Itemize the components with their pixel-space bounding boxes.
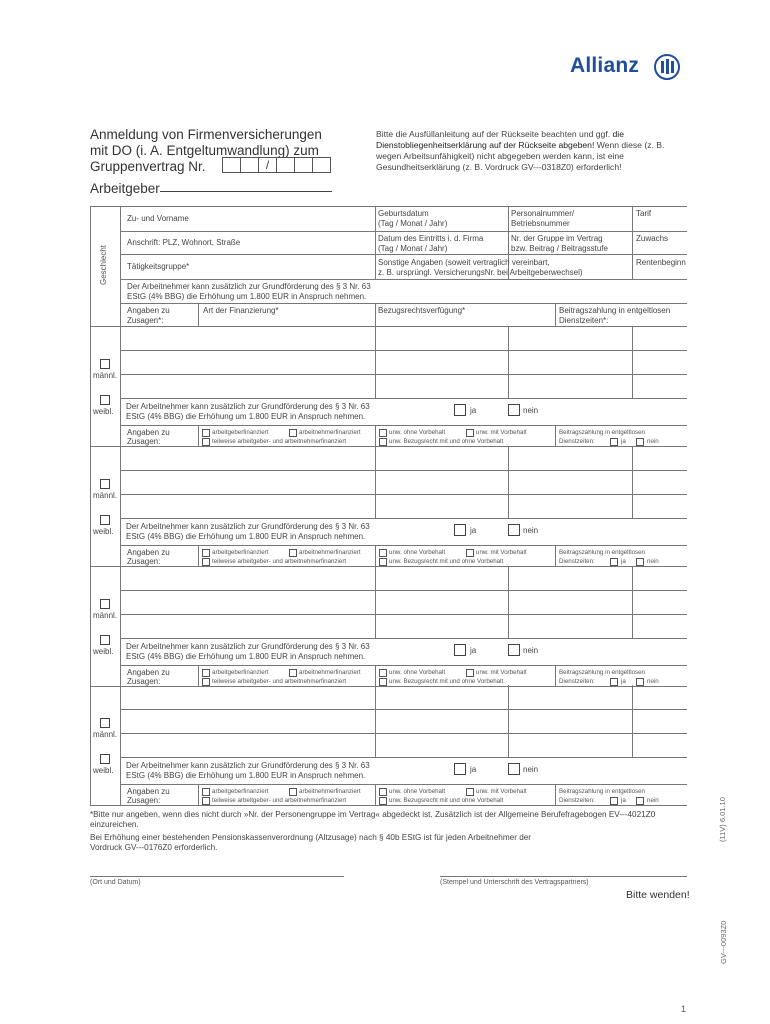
birth-date-header: Geburtsdatum (Tag / Monat / Jahr) bbox=[378, 209, 448, 228]
ben-with-checkbox[interactable] bbox=[466, 549, 474, 557]
contrib-service-label: Dienstzeiten: bbox=[559, 797, 595, 804]
page-number: 1 bbox=[681, 1004, 687, 1014]
male-label: männl. bbox=[93, 730, 118, 739]
claim-yes-label: ja bbox=[470, 765, 477, 774]
rule bbox=[90, 805, 687, 806]
commitments-label-1: Angaben zu bbox=[127, 428, 170, 437]
rule bbox=[90, 566, 91, 686]
fin-partial-label: teilweise arbeitgeber- und arbeitnehmerfinanziert bbox=[212, 678, 347, 685]
rule bbox=[120, 425, 687, 426]
fin-employer-checkbox[interactable] bbox=[202, 669, 210, 677]
place-date-label: (Ort und Datum) bbox=[90, 879, 141, 886]
claim-text-line2: EStG (4% BBG) die Erhöhung um 1.800 EUR in Anspruch nehmen. bbox=[126, 412, 366, 421]
title-line-1: Anmeldung von Firmenversicherungen bbox=[90, 127, 322, 142]
ben-both-label: unw. Bezugsrecht mit und ohne Vorbehalt bbox=[389, 678, 504, 685]
rule bbox=[375, 326, 376, 398]
rule bbox=[90, 326, 91, 446]
contrib-no-checkbox[interactable] bbox=[636, 678, 644, 686]
contrib-title: Beitragszahlung in entgeltlosen bbox=[559, 669, 645, 676]
contrib-yes-label: ja bbox=[621, 797, 626, 804]
rule bbox=[120, 350, 687, 351]
contrib-service-label: Dienstzeiten: bbox=[559, 558, 595, 565]
fin-employee-checkbox[interactable] bbox=[289, 788, 297, 796]
fin-employee-label: arbeitnehmerfinanziert bbox=[299, 429, 361, 436]
rule bbox=[375, 206, 376, 279]
fin-employee-checkbox[interactable] bbox=[289, 429, 297, 437]
fin-employer-label: arbeitgeberfinanziert bbox=[212, 549, 269, 556]
commitments-label-2: Zusagen: bbox=[127, 677, 161, 686]
claim-no-label: nein bbox=[523, 406, 539, 415]
rule bbox=[120, 545, 687, 546]
rule bbox=[632, 566, 633, 638]
commitments-label-1: Angaben zu bbox=[127, 668, 170, 677]
rule bbox=[555, 545, 556, 566]
fin-employer-label: arbeitgeberfinanziert bbox=[212, 788, 269, 795]
male-checkbox[interactable] bbox=[100, 599, 110, 609]
allianz-eagle-icon bbox=[654, 54, 680, 80]
claim-text-line2: EStG (4% BBG) die Erhöhung um 1.800 EUR in Anspruch nehmen. bbox=[126, 652, 366, 661]
ben-both-label: unw. Bezugsrecht mit und ohne Vorbehalt bbox=[389, 558, 504, 565]
rule bbox=[120, 733, 687, 734]
ben-without-checkbox[interactable] bbox=[379, 429, 387, 437]
side-code-1: (11V) 6.01.10 bbox=[718, 797, 727, 842]
altzusage-note: Bei Erhöhung einer bestehenden Pensionskassenverordnung (Altzusage) nach § 40b EStG ist für jeden Arbeitnehmer der Vordruck GV---0176Z0 erforderlich. bbox=[90, 833, 532, 852]
rule bbox=[120, 638, 687, 639]
employer-label: Arbeitgeber bbox=[90, 181, 160, 196]
fin-partial-checkbox[interactable] bbox=[202, 438, 210, 446]
rule bbox=[90, 206, 687, 207]
ben-with-label: unw. mit Vorbehalt bbox=[476, 669, 527, 676]
claim-yes-label: ja bbox=[470, 526, 477, 535]
employer-field[interactable] bbox=[160, 191, 332, 192]
ben-both-checkbox[interactable] bbox=[379, 438, 387, 446]
female-label: weibl. bbox=[93, 647, 114, 656]
commitments-label-1: Angaben zu bbox=[127, 548, 170, 557]
female-label: weibl. bbox=[93, 766, 114, 775]
ben-both-checkbox[interactable] bbox=[379, 558, 387, 566]
rule bbox=[120, 665, 687, 666]
commitments-label-2: Zusagen: bbox=[127, 437, 161, 446]
rule bbox=[90, 206, 91, 326]
stamp-signature-label: (Stempel und Unterschrift des Vertragspartners) bbox=[440, 879, 589, 886]
rule bbox=[90, 326, 687, 327]
contrib-yes-checkbox[interactable] bbox=[610, 678, 618, 686]
contrib-no-checkbox[interactable] bbox=[636, 558, 644, 566]
rule bbox=[375, 784, 376, 805]
rule bbox=[120, 470, 687, 471]
contrib-no-checkbox[interactable] bbox=[636, 797, 644, 805]
title-line-3: Gruppenvertrag Nr. bbox=[90, 159, 206, 174]
fin-employee-checkbox[interactable] bbox=[289, 549, 297, 557]
fin-partial-label: teilweise arbeitgeber- und arbeitnehmerfinanziert bbox=[212, 558, 347, 565]
rule bbox=[375, 545, 376, 566]
contrib-yes-label: ja bbox=[621, 438, 626, 445]
rule bbox=[198, 425, 199, 446]
rule bbox=[508, 326, 509, 398]
rule bbox=[120, 784, 687, 785]
fin-employer-label: arbeitgeberfinanziert bbox=[212, 429, 269, 436]
rule bbox=[508, 566, 509, 638]
male-label: männl. bbox=[93, 491, 118, 500]
contrib-yes-label: ja bbox=[621, 678, 626, 685]
instructions bbox=[376, 129, 666, 173]
rule bbox=[120, 709, 687, 710]
ben-with-checkbox[interactable] bbox=[466, 669, 474, 677]
ben-both-label: unw. Bezugsrecht mit und ohne Vorbehalt bbox=[389, 797, 504, 804]
ben-with-label: unw. mit Vorbehalt bbox=[476, 429, 527, 436]
female-label: weibl. bbox=[93, 407, 114, 416]
male-label: männl. bbox=[93, 611, 118, 620]
ben-with-checkbox[interactable] bbox=[466, 788, 474, 796]
claim-yes-checkbox[interactable] bbox=[454, 524, 466, 536]
claim-yes-label: ja bbox=[470, 646, 477, 655]
claim-text-line1: Der Arbeitnehmer kann zusätzlich zur Grundförderung des § 3 Nr. 63 bbox=[126, 642, 370, 651]
claim-yes-checkbox[interactable] bbox=[454, 763, 466, 775]
contrib-no-label: nein bbox=[647, 558, 659, 565]
contrib-title: Beitragszahlung in entgeltlosen bbox=[559, 788, 645, 795]
ben-with-checkbox[interactable] bbox=[466, 429, 474, 437]
ben-without-checkbox[interactable] bbox=[379, 788, 387, 796]
claim-text-line1: Der Arbeitnehmer kann zusätzlich zur Grundförderung des § 3 Nr. 63 bbox=[126, 402, 370, 411]
claim-header: Der Arbeitnehmer kann zusätzlich zur Grundförderung des § 3 Nr. 63 EStG (4% BBG) die Erhöhung um 1.800 EUR in Anspruch nehmen. bbox=[127, 282, 371, 301]
rule bbox=[120, 279, 687, 280]
rule bbox=[508, 446, 509, 518]
contrib-title: Beitragszahlung in entgeltlosen bbox=[559, 549, 645, 556]
stamp-signature-field[interactable] bbox=[440, 876, 687, 877]
rule bbox=[90, 685, 91, 805]
claim-no-label: nein bbox=[523, 765, 539, 774]
rule bbox=[120, 398, 687, 399]
beneficiary-header: Bezugsrechtsverfügung* bbox=[378, 306, 466, 315]
rule bbox=[120, 685, 121, 805]
claim-no-checkbox[interactable] bbox=[508, 644, 520, 656]
contrib-no-checkbox[interactable] bbox=[636, 438, 644, 446]
rule bbox=[120, 446, 121, 566]
claim-text-line2: EStG (4% BBG) die Erhöhung um 1.800 EUR in Anspruch nehmen. bbox=[126, 771, 366, 780]
rule bbox=[375, 446, 376, 518]
male-label: männl. bbox=[93, 371, 118, 380]
rule bbox=[90, 446, 91, 566]
ben-without-checkbox[interactable] bbox=[379, 669, 387, 677]
fin-employee-label: arbeitnehmerfinanziert bbox=[299, 669, 361, 676]
contrib-title: Beitragszahlung in entgeltlosen bbox=[559, 429, 645, 436]
male-checkbox[interactable] bbox=[100, 718, 110, 728]
ben-with-label: unw. mit Vorbehalt bbox=[476, 788, 527, 795]
claim-no-label: nein bbox=[523, 646, 539, 655]
entry-date-header: Datum des Eintritts i. d. Firma (Tag / Monat / Jahr) bbox=[378, 234, 484, 253]
contrib-yes-checkbox[interactable] bbox=[610, 558, 618, 566]
contribution-header: Beitragszahlung in entgeltlosen Dienstzeiten*: bbox=[559, 306, 671, 325]
rule bbox=[555, 784, 556, 805]
female-checkbox[interactable] bbox=[100, 395, 110, 405]
place-date-field[interactable] bbox=[90, 876, 344, 877]
fin-partial-checkbox[interactable] bbox=[202, 558, 210, 566]
claim-text-line1: Der Arbeitnehmer kann zusätzlich zur Grundförderung des § 3 Nr. 63 bbox=[126, 761, 370, 770]
rule bbox=[632, 685, 633, 757]
contrib-no-label: nein bbox=[647, 797, 659, 804]
rule bbox=[120, 303, 687, 304]
rule bbox=[120, 494, 687, 495]
female-checkbox[interactable] bbox=[100, 635, 110, 645]
contrib-service-label: Dienstzeiten: bbox=[559, 678, 595, 685]
rule bbox=[375, 425, 376, 446]
rule bbox=[632, 326, 633, 398]
turn-over-note: Bitte wenden! bbox=[626, 889, 690, 901]
rule bbox=[120, 566, 121, 686]
female-label: weibl. bbox=[93, 527, 114, 536]
rule bbox=[632, 446, 633, 518]
gender-label: Geschlecht bbox=[99, 244, 108, 285]
instructions-pre: Bitte die Ausfüllanleitung auf der Rückseite beachten und ggf. bbox=[376, 129, 611, 139]
rule bbox=[375, 665, 376, 686]
fin-employer-label: arbeitgeberfinanziert bbox=[212, 669, 269, 676]
claim-no-checkbox[interactable] bbox=[508, 763, 520, 775]
male-checkbox[interactable] bbox=[100, 359, 110, 369]
rule bbox=[90, 566, 687, 567]
activity-group-header: Tätigkeitsgruppe* bbox=[127, 262, 190, 271]
commitments-header: Angaben zu Zusagen*: bbox=[127, 306, 170, 325]
rule bbox=[198, 784, 199, 805]
commitments-label-2: Zusagen: bbox=[127, 796, 161, 805]
ben-with-label: unw. mit Vorbehalt bbox=[476, 549, 527, 556]
rule bbox=[120, 326, 121, 446]
claim-no-checkbox[interactable] bbox=[508, 524, 520, 536]
rule bbox=[120, 374, 687, 375]
rule bbox=[90, 686, 687, 687]
group-no-header: Nr. der Gruppe im Vertrag bzw. Beitrag / Beitragsstufe bbox=[511, 234, 608, 253]
contrib-no-label: nein bbox=[647, 438, 659, 445]
name-header: Zu- und Vorname bbox=[127, 214, 189, 223]
fin-employer-checkbox[interactable] bbox=[202, 788, 210, 796]
rule bbox=[90, 446, 687, 447]
fin-employer-checkbox[interactable] bbox=[202, 429, 210, 437]
financing-header: Art der Finanzierung* bbox=[203, 306, 279, 315]
claim-text-line2: EStG (4% BBG) die Erhöhung um 1.800 EUR in Anspruch nehmen. bbox=[126, 532, 366, 541]
commitments-label-2: Zusagen: bbox=[127, 557, 161, 566]
group-separator: / bbox=[258, 157, 276, 173]
claim-yes-checkbox[interactable] bbox=[454, 404, 466, 416]
personnel-no-header: Personalnummer/ Betriebsnummer bbox=[511, 209, 575, 228]
rule bbox=[120, 518, 687, 519]
contrib-yes-label: ja bbox=[621, 558, 626, 565]
tariff-header: Tarif bbox=[636, 209, 652, 218]
fin-employee-label: arbeitnehmerfinanziert bbox=[299, 549, 361, 556]
ben-without-label: unw. ohne Vorbehalt bbox=[389, 429, 446, 436]
contrib-yes-checkbox[interactable] bbox=[610, 438, 618, 446]
rule bbox=[120, 206, 121, 326]
female-checkbox[interactable] bbox=[100, 515, 110, 525]
footnote: *Bitte nur angeben, wenn dies nicht durch »Nr. der Personengruppe im Vertrag« abgedeckt ist. Zusätzlich ist der Allgemeine Berufefragebogen EV---4021Z0 einzureichen. bbox=[90, 810, 656, 829]
contrib-no-label: nein bbox=[647, 678, 659, 685]
claim-yes-label: ja bbox=[470, 406, 477, 415]
fin-partial-checkbox[interactable] bbox=[202, 678, 210, 686]
title-line-2: mit DO (i. A. Entgeltumwandlung) zum bbox=[90, 143, 319, 158]
other-info-header: Sonstige Angaben (soweit vertraglich vereinbart, z. B. ursprüngl. VersicherungsNr. bei Arbeitgeberwechsel) bbox=[378, 258, 583, 277]
fin-partial-label: teilweise arbeitgeber- und arbeitnehmerfinanziert bbox=[212, 797, 347, 804]
ben-both-checkbox[interactable] bbox=[379, 797, 387, 805]
rule bbox=[555, 665, 556, 686]
rule bbox=[375, 303, 376, 326]
ben-without-label: unw. ohne Vorbehalt bbox=[389, 549, 446, 556]
ben-both-checkbox[interactable] bbox=[379, 678, 387, 686]
fin-employee-label: arbeitnehmerfinanziert bbox=[299, 788, 361, 795]
rule bbox=[120, 254, 687, 255]
claim-no-label: nein bbox=[523, 526, 539, 535]
rule bbox=[120, 590, 687, 591]
claim-yes-checkbox[interactable] bbox=[454, 644, 466, 656]
group-contract-number-field[interactable] bbox=[222, 157, 331, 173]
female-checkbox[interactable] bbox=[100, 754, 110, 764]
fin-partial-checkbox[interactable] bbox=[202, 797, 210, 805]
claim-text-line1: Der Arbeitnehmer kann zusätzlich zur Grundförderung des § 3 Nr. 63 bbox=[126, 522, 370, 531]
rule bbox=[120, 757, 687, 758]
ben-without-label: unw. ohne Vorbehalt bbox=[389, 788, 446, 795]
fin-employer-checkbox[interactable] bbox=[202, 549, 210, 557]
fin-employee-checkbox[interactable] bbox=[289, 669, 297, 677]
ben-without-label: unw. ohne Vorbehalt bbox=[389, 669, 446, 676]
rule bbox=[375, 685, 376, 757]
rule bbox=[120, 231, 687, 232]
rule bbox=[120, 614, 687, 615]
side-code-2: GV---0093Z0 bbox=[719, 920, 728, 964]
allianz-logo bbox=[570, 54, 690, 82]
rule bbox=[555, 425, 556, 446]
instructions-post: Wenn diese (z. B. wegen Arbeitsunfähigkeit) nicht abgegeben werden kann, ist eine Gesundheitserklärung (z. B. Vordruck GV---0318Z0) erforderlich! bbox=[376, 140, 665, 172]
rule bbox=[198, 665, 199, 686]
rule bbox=[632, 206, 633, 279]
male-checkbox[interactable] bbox=[100, 479, 110, 489]
commitments-label-1: Angaben zu bbox=[127, 787, 170, 796]
fin-partial-label: teilweise arbeitgeber- und arbeitnehmerfinanziert bbox=[212, 438, 347, 445]
rule bbox=[508, 685, 509, 757]
address-header: Anschrift: PLZ, Wohnort, Straße bbox=[127, 238, 241, 247]
logo-text: Allianz bbox=[570, 54, 640, 77]
ben-without-checkbox[interactable] bbox=[379, 549, 387, 557]
rule bbox=[555, 303, 556, 326]
instructions-bold: die Dienstobliegenheitserklärung auf der Rückseite abgeben! bbox=[376, 129, 624, 150]
contrib-service-label: Dienstzeiten: bbox=[559, 438, 595, 445]
increase-header: Zuwachs bbox=[636, 234, 669, 243]
rule bbox=[198, 303, 199, 326]
pension-start-header: Rentenbeginn bbox=[636, 258, 686, 267]
claim-no-checkbox[interactable] bbox=[508, 404, 520, 416]
contrib-yes-checkbox[interactable] bbox=[610, 797, 618, 805]
rule bbox=[375, 566, 376, 638]
rule bbox=[198, 545, 199, 566]
ben-both-label: unw. Bezugsrecht mit und ohne Vorbehalt bbox=[389, 438, 504, 445]
